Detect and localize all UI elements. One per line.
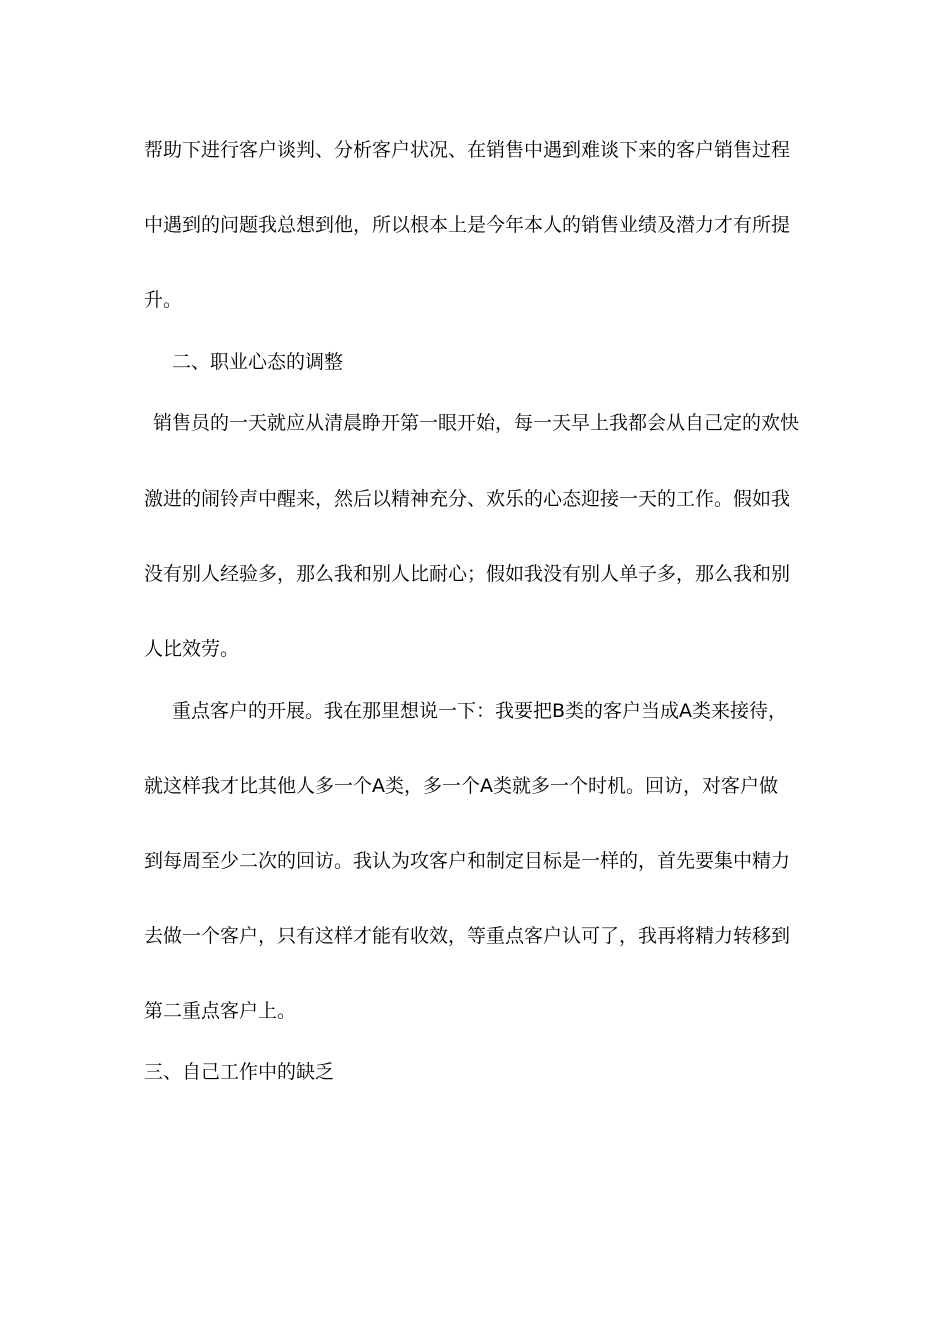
paragraph-line: 去做一个客户，只有这样才能有收效，等重点客户认可了，我再将精力转移到	[144, 925, 791, 947]
paragraph-line: 就这样我才比其他人多一个A类，多一个A类就多一个时机。回访，对客户做	[144, 775, 778, 797]
paragraph-line: 人比效劳。	[144, 638, 240, 660]
paragraph-line: 销售员的一天就应从清晨睁开第一眼开始，每一天早上我都会从自己定的欢快	[153, 412, 800, 434]
paragraph-line: 重点客户的开展。我在那里想说一下：我要把B类的客户当成A类来接待，	[172, 700, 788, 722]
paragraph-line: 升。	[144, 289, 183, 311]
paragraph-line: 到每周至少二次的回访。我认为攻客户和制定目标是一样的，首先要集中精力	[144, 850, 791, 872]
paragraph-line: 中遇到的问题我总想到他，所以根本上是今年本人的销售业绩及潜力才有所提	[144, 214, 791, 236]
section-heading: 二、职业心态的调整	[172, 351, 344, 373]
paragraph-line: 激进的闹铃声中醒来，然后以精神充分、欢乐的心态迎接一天的工作。假如我	[144, 488, 791, 510]
paragraph-line: 帮助下进行客户谈判、分析客户状况、在销售中遇到难谈下来的客户销售过程	[144, 139, 791, 161]
paragraph-line: 没有别人经验多，那么我和别人比耐心；假如我没有别人单子多，那么我和别	[144, 563, 791, 585]
section-heading: 三、自己工作中的缺乏	[144, 1061, 335, 1083]
paragraph-line: 第二重点客户上。	[144, 1000, 297, 1022]
